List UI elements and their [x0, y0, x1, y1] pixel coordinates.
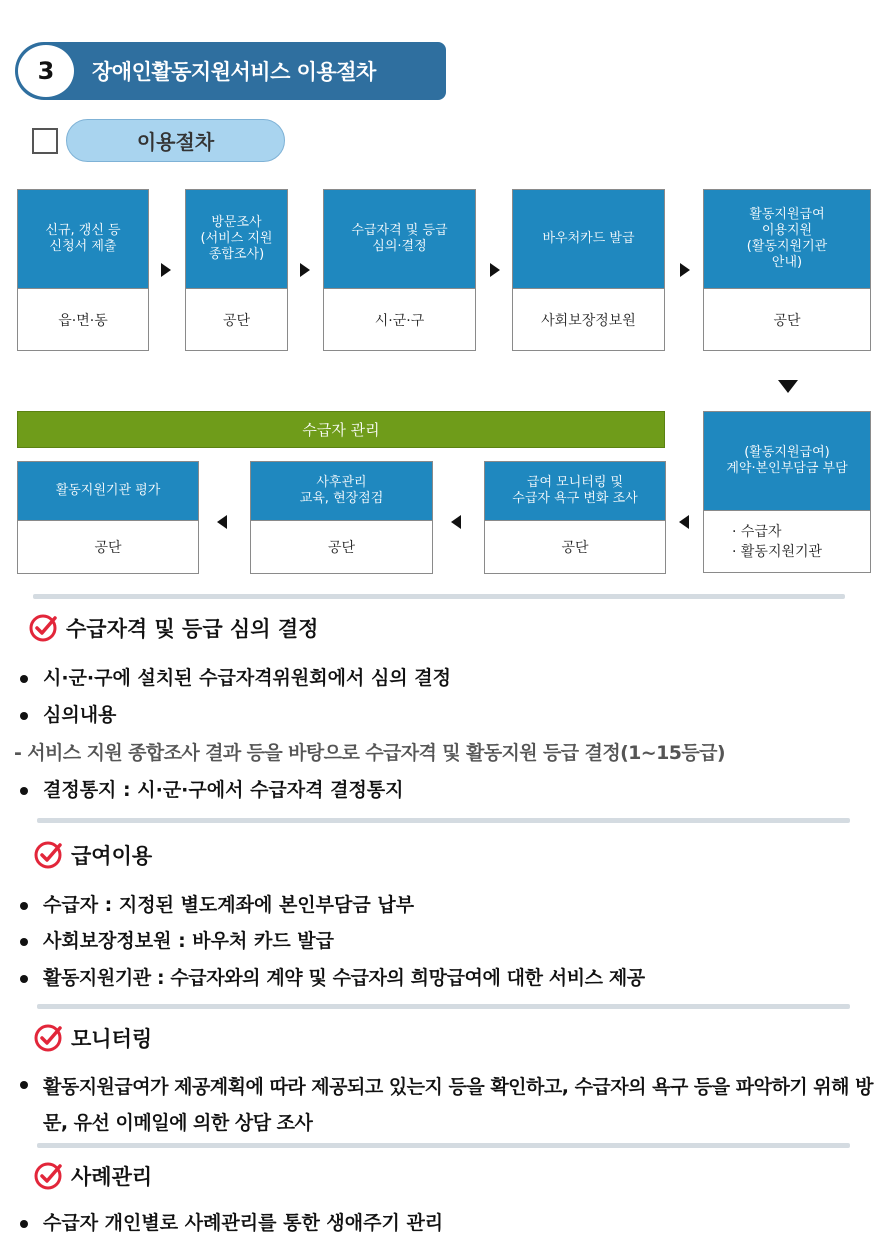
section-heading-text: 사례관리 [71, 1165, 153, 1189]
bullet-icon [20, 1220, 28, 1228]
arrow-right-icon [680, 263, 690, 277]
bullet-icon [20, 787, 28, 795]
section-heading [33, 1161, 152, 1191]
flow-step-agency: 공단 [18, 520, 198, 573]
flow-step-visit-survey [185, 189, 288, 351]
flow-step-agency: 공단 [251, 520, 432, 573]
flow-step-voucher-card [512, 189, 665, 351]
arrow-left-icon [451, 515, 461, 529]
bullet-icon [20, 712, 28, 720]
divider [37, 818, 850, 823]
list-item [20, 775, 404, 806]
section-heading-text: 수급자격 및 등급 심의 결정 [66, 617, 319, 641]
section-title: 장애인활동지원서비스 이용절차 [92, 60, 376, 84]
arrow-right-icon [161, 263, 171, 277]
list-sub-item: - 서비스 지원 종합조사 결과 등을 바탕으로 수급자격 및 활동지원 등급 결정(1~15등급) [14, 742, 725, 764]
arrow-right-icon [300, 263, 310, 277]
checkbox-icon [32, 128, 58, 154]
flow-step-agency: 공단 [704, 288, 870, 350]
flow-step-title: 방문조사 (서비스 지원 종합조사) [186, 190, 287, 288]
flow-step-support-guide [703, 189, 871, 351]
list-item-text: 시·군·구에 설치된 수급자격위원회에서 심의 결정 [43, 667, 451, 689]
flow-step-agency-evaluation [17, 461, 199, 574]
arrow-left-icon [217, 515, 227, 529]
check-circle-icon [33, 1161, 63, 1191]
check-circle-icon [33, 1023, 63, 1053]
bullet-icon [20, 938, 28, 946]
list-item-text: 심의내용 [43, 704, 117, 726]
flow-step-contract [703, 411, 871, 573]
recipient-management-bar: 수급자 관리 [17, 411, 665, 448]
flow-step-followup [250, 461, 433, 574]
list-item [20, 963, 645, 994]
list-item [20, 700, 116, 731]
section-heading [33, 840, 152, 870]
list-item [20, 663, 451, 694]
bullet-icon [20, 902, 28, 910]
list-item [20, 1208, 443, 1239]
flow-step-agency: 사회보장정보원 [513, 288, 664, 350]
list-item-text: 사회보장정보원 : 바우처 카드 발급 [43, 930, 335, 952]
bullet-icon [20, 975, 28, 983]
list-item [20, 890, 414, 921]
bullet-icon [20, 1081, 28, 1089]
list-item-text: 수급자 : 지정된 별도계좌에 본인부담금 납부 [43, 894, 415, 916]
list-item-text: 결정통지 : 시·군·구에서 수급자격 결정통지 [43, 779, 404, 801]
flow-step-title: 활동지원급여 이용지원 (활동지원기관 안내) [704, 190, 870, 288]
flow-step-agency: 시·군·구 [324, 288, 475, 350]
section-heading-text: 모니터링 [71, 1027, 153, 1051]
list-item-text: 수급자 개인별로 사례관리를 통한 생애주기 관리 [43, 1212, 444, 1234]
flow-step-title: 신규, 갱신 등 신청서 제출 [18, 190, 148, 288]
flow-step-agency: 공단 [186, 288, 287, 350]
divider [33, 594, 845, 599]
flow-step-title: 수급자격 및 등급 심의·결정 [324, 190, 475, 288]
flow-step-title: 바우처카드 발급 [513, 190, 664, 288]
flow-step-agency: 공단 [485, 520, 665, 573]
flow-step-title: 급여 모니터링 및 수급자 욕구 변화 조사 [485, 462, 665, 520]
divider [37, 1004, 850, 1009]
flow-step-title: (활동지원급여) 계약·본인부담금 부담 [704, 412, 870, 510]
section-number: 3 [16, 43, 76, 99]
subsection-label: 이용절차 [66, 119, 285, 162]
check-circle-icon [33, 840, 63, 870]
flow-step-application [17, 189, 149, 351]
list-item [20, 926, 334, 957]
arrow-right-icon [490, 263, 500, 277]
section-heading-text: 급여이용 [71, 844, 153, 868]
flow-step-title: 활동지원기관 평가 [18, 462, 198, 520]
list-item [20, 1069, 880, 1141]
bullet-icon [20, 675, 28, 683]
flow-step-agency: 읍·면·동 [18, 288, 148, 350]
list-item-text: 활동지원기관 : 수급자와의 계약 및 수급자의 희망급여에 대한 서비스 제공 [43, 967, 645, 989]
section-heading [28, 613, 318, 643]
divider [37, 1143, 850, 1148]
flow-step-title: 사후관리 교육, 현장점검 [251, 462, 432, 520]
list-item-text: 활동지원급여가 제공계획에 따라 제공되고 있는지 등을 확인하고, 수급자의 욕구 등을 파악하기 위해 방문, 유선 이메일에 의한 상담 조사 [43, 1076, 873, 1134]
check-circle-icon [28, 613, 58, 643]
section-heading [33, 1023, 152, 1053]
arrow-down-icon [778, 380, 798, 393]
flow-step-agency: · 수급자 · 활동지원기관 [704, 510, 870, 572]
arrow-left-icon [679, 515, 689, 529]
flow-step-monitoring [484, 461, 666, 574]
flow-step-eligibility [323, 189, 476, 351]
